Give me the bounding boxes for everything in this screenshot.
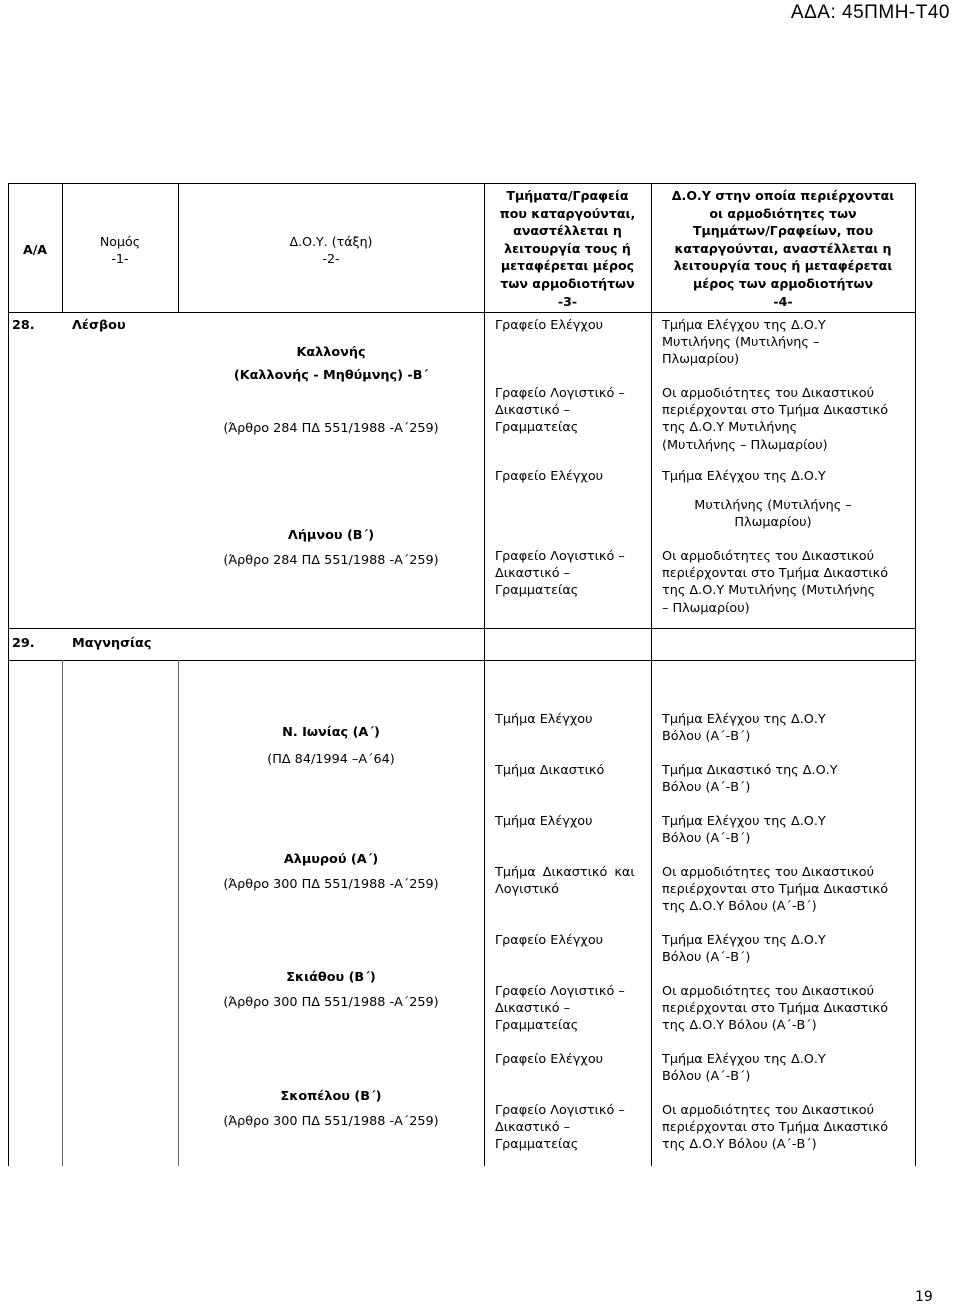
skiathos-transfer-judicial: Οι αρμοδιότητες του Δικαστικού περιέρχονται στο Τμήμα Δικαστικό της Δ.Ο.Υ Βόλου (Α΄-Β΄)	[662, 984, 889, 1034]
kalloni-transfer-control: Τμήμα Ελέγχου της Δ.Ο.Υ Μυτιλήνης (Μυτιλήνης – Πλωμαρίου)	[662, 318, 826, 368]
skopelos-transfer-control: Τμήμα Ελέγχου της Δ.Ο.Υ Βόλου (Α΄-Β΄)	[662, 1052, 826, 1085]
header-doy: Δ.Ο.Υ. (τάξη) -2-	[289, 234, 373, 267]
header-nomos: Νομός -1-	[99, 234, 141, 267]
header-bottom-border	[8, 312, 916, 313]
ionia-transfer-judicial: Τμήμα Δικαστικό της Δ.Ο.Υ Βόλου (Α΄-Β΄)	[662, 763, 838, 796]
kalloni-office-control: Γραφείο Ελέγχου	[495, 318, 604, 333]
kalloni-office-accounting: Γραφείο Λογιστικό – Δικαστικό – Γραμματείας	[495, 386, 625, 436]
border-right	[915, 183, 916, 1166]
skiathos-name: Σκιάθου (Β΄)	[286, 970, 376, 985]
row-29-number: 29.	[12, 636, 35, 651]
almyros-office-control: Τμήμα Ελέγχου	[495, 814, 593, 829]
ionia-transfer-control: Τμήμα Ελέγχου της Δ.Ο.Υ Βόλου (Α΄-Β΄)	[662, 712, 826, 745]
ionia-office-control: Τμήμα Ελέγχου	[495, 712, 593, 727]
skopelos-transfer-judicial: Οι αρμοδιότητες του Δικαστικού περιέρχονται στο Τμήμα Δικαστικό της Δ.Ο.Υ Βόλου (Α΄-Β΄)	[662, 1103, 889, 1153]
limnos-office-accounting: Γραφείο Λογιστικό – Δικαστικό – Γραμματείας	[495, 549, 625, 599]
almyros-transfer-control: Τμήμα Ελέγχου της Δ.Ο.Υ Βόλου (Α΄-Β΄)	[662, 814, 826, 847]
skopelos-law: (Άρθρο 300 ΠΔ 551/1988 -Α΄259)	[223, 1114, 439, 1129]
ionia-office-judicial: Τμήμα Δικαστικό	[495, 763, 605, 778]
page-number: 19	[915, 1289, 933, 1305]
almyros-name: Αλμυρού (Α΄)	[283, 852, 379, 867]
limnos-transfer-judicial: Οι αρμοδιότητες του Δικαστικού περιέρχονται στο Τμήμα Δικαστικό της Δ.Ο.Υ Μυτιλήνης (Μυτιλήνης – Πλωμαρίου)	[662, 549, 889, 616]
border-col4	[651, 183, 652, 1166]
header-doy-new: Δ.Ο.Υ στην οποία περιέρχονται οι αρμοδιότητες των Τμημάτων/Γραφείων, που καταργούνται, αναστέλλεται η λειτουργία τους ή μεταφέρεται μέρος των αρμοδιοτήτων -4-	[671, 188, 895, 309]
row29-bottom-border	[8, 660, 916, 661]
limnos-transfer-control-2: Μυτιλήνης (Μυτιλήνης – Πλωμαρίου)	[694, 498, 852, 531]
skiathos-office-control: Γραφείο Ελέγχου	[495, 933, 604, 948]
skopelos-office-accounting: Γραφείο Λογιστικό – Δικαστικό – Γραμματείας	[495, 1103, 625, 1153]
almyros-office-judicial: Τμήμα Δικαστικό και Λογιστικό	[495, 865, 635, 898]
kalloni-transfer-judicial: Οι αρμοδιότητες του Δικαστικού περιέρχονται στο Τμήμα Δικαστικό της Δ.Ο.Υ Μυτιλήνης (Μυτιλήνης – Πλωμαρίου)	[662, 386, 889, 453]
ada-stamp: ΑΔΑ: 45ΠΜΗ-Τ40	[790, 2, 950, 23]
ionia-name: Ν. Ιωνίας (Α΄)	[282, 725, 380, 740]
skiathos-transfer-control: Τμήμα Ελέγχου της Δ.Ο.Υ Βόλου (Α΄-Β΄)	[662, 933, 826, 966]
border-col1-lower	[62, 660, 63, 1166]
skiathos-office-accounting: Γραφείο Λογιστικό – Δικαστικό – Γραμματείας	[495, 984, 625, 1034]
header-aa: Α/Α	[22, 242, 48, 257]
almyros-law: (Άρθρο 300 ΠΔ 551/1988 -Α΄259)	[223, 877, 439, 892]
almyros-transfer-judicial: Οι αρμοδιότητες του Δικαστικού περιέρχονται στο Τμήμα Δικαστικό της Δ.Ο.Υ Βόλου (Α΄-Β΄)	[662, 865, 889, 915]
header-tmimata: Τμήματα/Γραφεία που καταργούνται, αναστέλλεται η λειτουργία τους ή μεταφέρεται μέρος των αρμοδιοτήτων -3-	[499, 188, 636, 309]
limnos-office-control: Γραφείο Ελέγχου	[495, 469, 604, 484]
skopelos-name: Σκοπέλου (Β΄)	[280, 1089, 382, 1104]
limnos-law: (Άρθρο 284 ΠΔ 551/1988 -Α΄259)	[223, 553, 439, 568]
border-col3	[484, 183, 485, 1166]
limnos-name: Λήμνου (Β΄)	[287, 528, 375, 543]
ionia-law: (ΠΔ 84/1994 –Α΄64)	[267, 752, 395, 767]
row-29-nomos: Μαγνησίας	[72, 636, 152, 651]
top-border	[8, 183, 916, 184]
limnos-transfer-control-1: Τμήμα Ελέγχου της Δ.Ο.Υ	[662, 469, 826, 484]
skiathos-law: (Άρθρο 300 ΠΔ 551/1988 -Α΄259)	[223, 995, 439, 1010]
row-28-nomos: Λέσβου	[72, 318, 126, 333]
row29-top-border	[8, 628, 916, 629]
border-left	[8, 183, 9, 1166]
row-28-number: 28.	[12, 318, 35, 333]
kalloni-name: Καλλονής (Καλλονής - Μηθύμνης) -Β΄	[233, 345, 429, 383]
skopelos-office-control: Γραφείο Ελέγχου	[495, 1052, 604, 1067]
kalloni-law: (Άρθρο 284 ΠΔ 551/1988 -Α΄259)	[223, 421, 439, 436]
